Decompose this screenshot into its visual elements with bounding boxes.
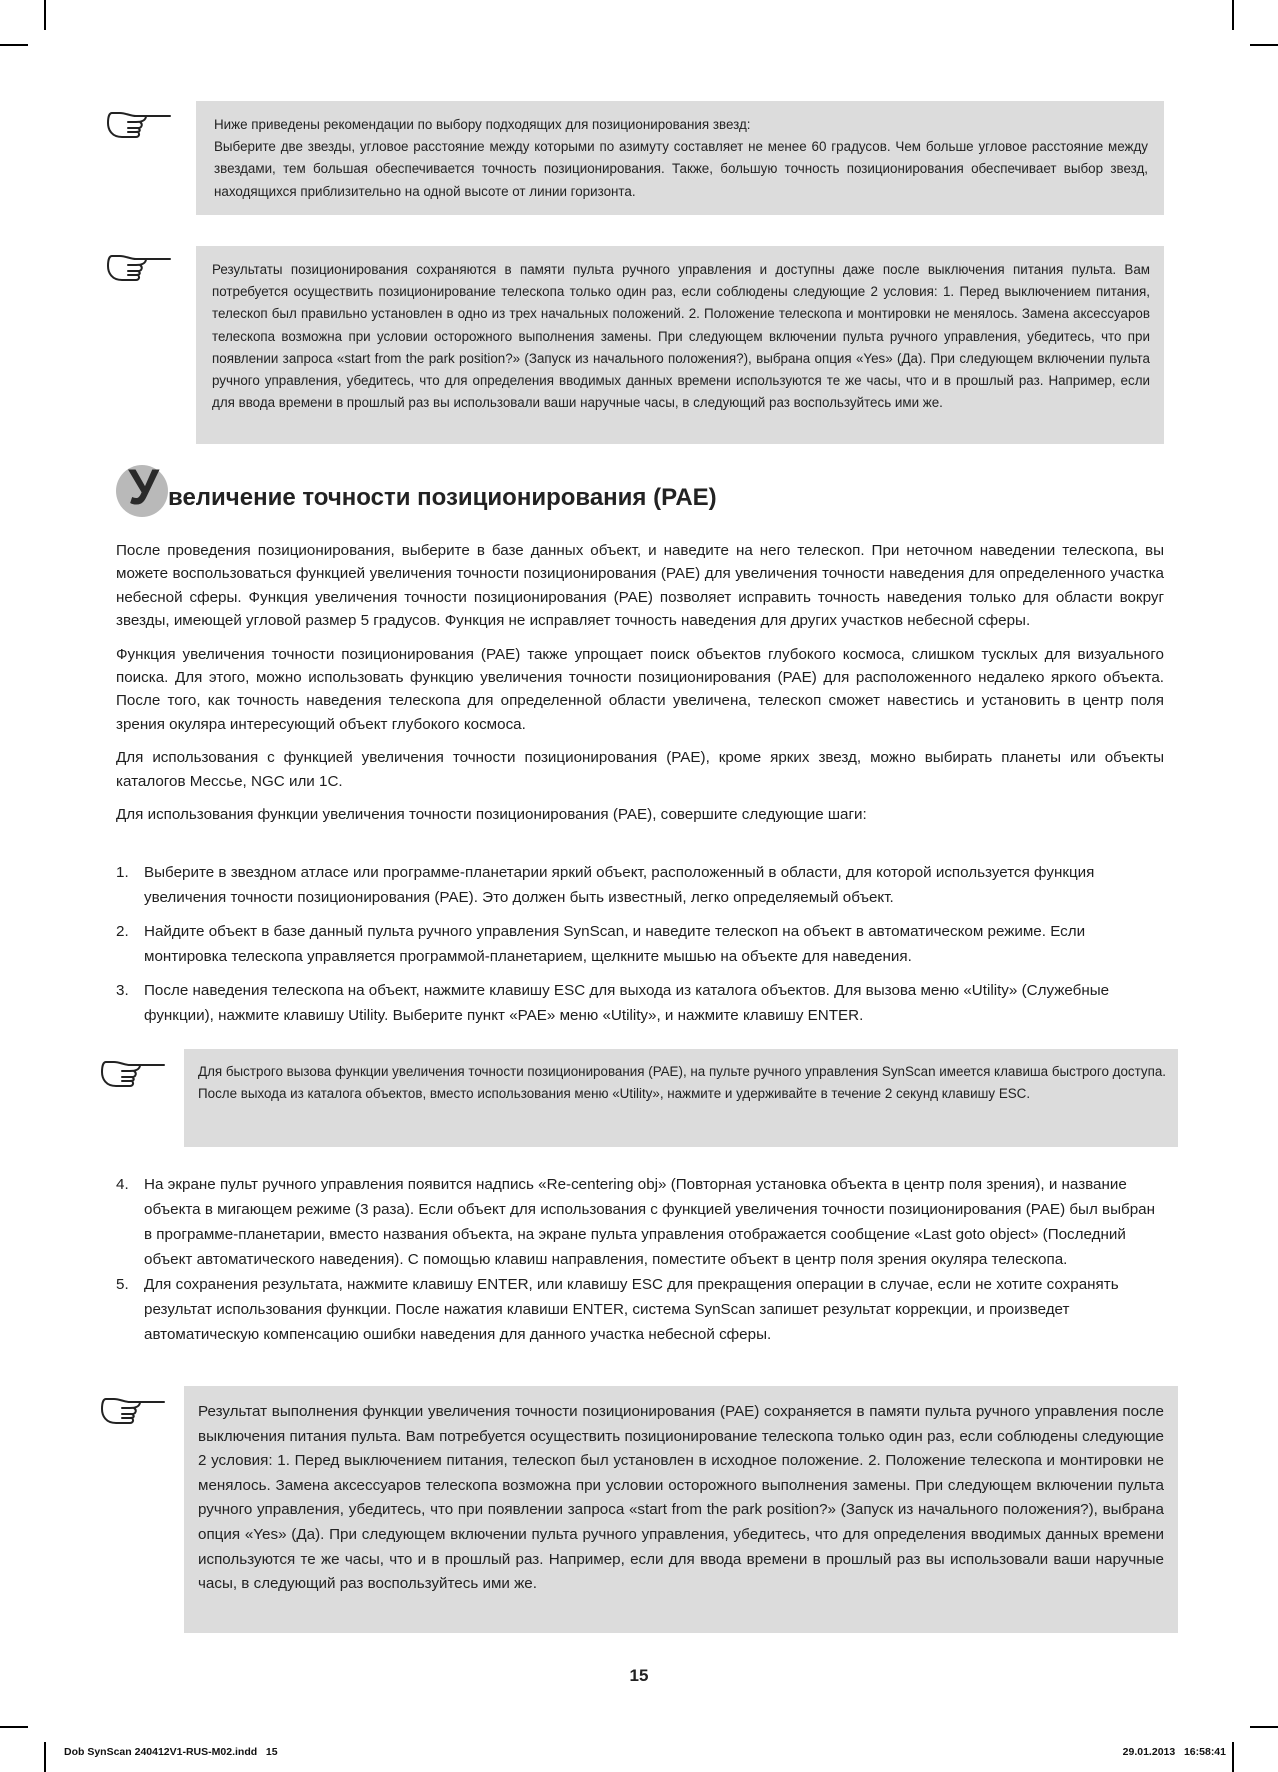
body-text	[116, 539, 1164, 826]
paragraph: Для использования с функцией увеличения точности позиционирования (PAE), кроме ярких звезд, можно выбирать планеты или объекты каталогов Мессье, NGC или 1C.	[116, 749, 1164, 790]
crop-mark	[1232, 0, 1234, 30]
crop-mark	[1250, 1726, 1278, 1728]
steps-list	[116, 1172, 1166, 1356]
pointing-hand-icon	[106, 253, 172, 283]
section-heading	[116, 461, 1166, 521]
section-title: величение точности позиционирования (PAE)	[168, 484, 717, 511]
page-number: 15	[629, 1666, 649, 1685]
note-4-text: Результат выполнения функции увеличения точности позиционирования (PAE) сохраняется в памяти пульта ручного управления после выключения питания пульта. Вам потребуется осуществить позиционирование телескопа только один раз, если соблюдены следующие 2 условия: 1. Перед выключением питания, телескоп был установлен в исходное положение. 2. Положение телескопа и монтировки не менялось. Замена аксессуаров телескопа возможна при условии осторожного выполнения замены. При следующем включении пульта ручного управления, убедитесь, что при появлении запроса «start from the park position?» (Запуск из начального положения?), выбрана опция «Yes» (Да). При следующем включении пульта ручного управления, убедитесь, что для определения вводимых данных времени используются те же часы, что и в прошлый раз. Например, если для ввода времени в прошлый раз вы использовали ваши наручные часы, в следующий раз воспользуйтесь ими же.	[198, 1403, 1164, 1593]
list-item	[116, 978, 1166, 1028]
step-number: 4.	[116, 1176, 129, 1193]
crop-mark	[0, 44, 28, 46]
steps-list	[116, 860, 1166, 1037]
pointing-hand-icon	[100, 1059, 166, 1089]
step-number: 3.	[116, 982, 129, 999]
initial-letter: У	[128, 459, 160, 515]
list-item	[116, 860, 1166, 910]
step-text: На экране пульт ручного управления появится надпись «Re-centering obj» (Повторная установка объекта в центр поля зрения), и название объекта в мигающем режиме (3 раза). Если объект для использования с функцией увеличения точности позиционирования (PAE) был выбран в программе-планетарии, вместо названия объекта, на экране пульта управления отображается сообщение «Last goto object» (Последний объект автоматического наведения). С помощью клавиш направления, поместите объект в центр поля зрения окуляра телескопа.	[144, 1176, 1156, 1268]
list-item	[116, 919, 1166, 969]
step-number: 2.	[116, 923, 129, 940]
pointing-hand-icon	[100, 1396, 166, 1426]
list-item	[116, 1172, 1166, 1272]
note-1-line: Ниже приведены рекомендации по выбору подходящих для позиционирования звезд:	[214, 117, 751, 132]
paragraph: Для использования функции увеличения точности позиционирования (PAE), совершите следующие шаги:	[116, 806, 867, 824]
note-2-text: Результаты позиционирования сохраняются в памяти пульта ручного управления и доступны даже после выключения питания пульта. Вам потребуется осуществить позиционирование телескопа только один раз, если соблюдены следующие 2 условия: 1. Перед выключением питания, телескоп был правильно установлен в одно из трех начальных положений. 2. Положение телескопа и монтировки не менялось. Замена аксессуаров телескопа возможна при условии осторожного выполнения замены. При следующем включении пульта ручного управления, убедитесь, что при появлении запроса «start from the park position?» (Запуск из начального положения?), выбрана опция «Yes» (Да). При следующем включении пульта ручного управления, убедитесь, что для определения вводимых данных времени используются те же часы, что и в прошлый раз. Например, если для ввода времени в прошлый раз вы использовали ваши наручные часы, в следующий раз воспользуйтесь ими же.	[212, 262, 1150, 411]
step-number: 5.	[116, 1276, 129, 1293]
step-number: 1.	[116, 864, 129, 881]
crop-mark	[1232, 1742, 1234, 1772]
paragraph: Функция увеличения точности позиционирования (PAE) также упрощает поиск объектов глубокого космоса, слишком тусклых для визуального поиска. Для этого, можно использовать функцию увеличения точности позиционирования (PAE) для расположенного недалеко яркого объекта. После того, как точность наведения телескопа для определенной области увеличена, телескоп сможет навестись и установить в центр поля зрения окуляра интересующий объект глубокого космоса.	[116, 645, 1164, 733]
footer-date: 29.01.2013 16:58:41	[1122, 1746, 1226, 1758]
paragraph: После проведения позиционирования, выберите в базе данных объект, и наведите на него телескоп. При неточном наведении телескопа, вы можете воспользоваться функцией увеличения точности позиционирования (PAE) для увеличения точности наведения для определенного участка небесной сферы. Функция увеличения точности позиционирования (PAE) позволяет исправить точность наведения только для области вокруг звезды, имеющей угловой размер 5 градусов. Функция не исправляет точность наведения для других участков небесной сферы.	[116, 542, 1164, 630]
list-item	[116, 1272, 1166, 1347]
crop-mark	[44, 0, 46, 30]
step-text: Выберите в звездном атласе или программе-планетарии яркий объект, расположенный в области, для которой используется функция увеличения точности позиционирования (PAE). Это должен быть известный, легко определяемый объект.	[144, 864, 1095, 906]
crop-mark	[44, 1742, 46, 1772]
step-text: Для сохранения результата, нажмите клавишу ENTER, или клавишу ESC для прекращения операции в случае, если не хотите сохранять результат использования функции. После нажатия клавиши ENTER, система SynScan запишет результат коррекции, и произведет автоматическую компенсацию ошибки наведения для данного участка небесной сферы.	[144, 1276, 1119, 1343]
pointing-hand-icon	[106, 110, 172, 140]
crop-mark	[0, 1726, 28, 1728]
step-text: Найдите объект в базе данный пульта ручного управления SynScan, и наведите телескоп на объект в автоматическом режиме. Если монтировка телескопа управляется программой-планетарием, щелкните мышью на объекте для наведения.	[144, 923, 1086, 965]
footer-file-name: Dob SynScan 240412V1-RUS-M02.indd 15	[64, 1746, 278, 1758]
note-1-line: Выберите две звезды, угловое расстояние между которыми по азимуту составляет не менее 60 градусов. Чем больше угловое расстояние между звездами, тем большая обеспечивается точность позиционирования. Также, большую точность позиционирования обеспечивает выбор звезд, находящихся приблизительно на одной высоте от линии горизонта.	[214, 139, 1148, 199]
step-text: После наведения телескопа на объект, нажмите клавишу ESC для выхода из каталога объектов. Для вызова меню «Utility» (Служебные функции), нажмите клавишу Utility. Выберите пункт «PAE» меню «Utility», и нажмите клавишу ENTER.	[144, 982, 1110, 1024]
crop-mark	[1250, 44, 1278, 46]
note-3-text: Для быстрого вызова функции увеличения точности позиционирования (PAE), на пульте ручного управления SynScan имеется клавиша быстрого доступа. После выхода из каталога объектов, вместо использования меню «Utility», нажмите и удерживайте в течение 2 секунд клавишу ESC.	[198, 1064, 1166, 1102]
